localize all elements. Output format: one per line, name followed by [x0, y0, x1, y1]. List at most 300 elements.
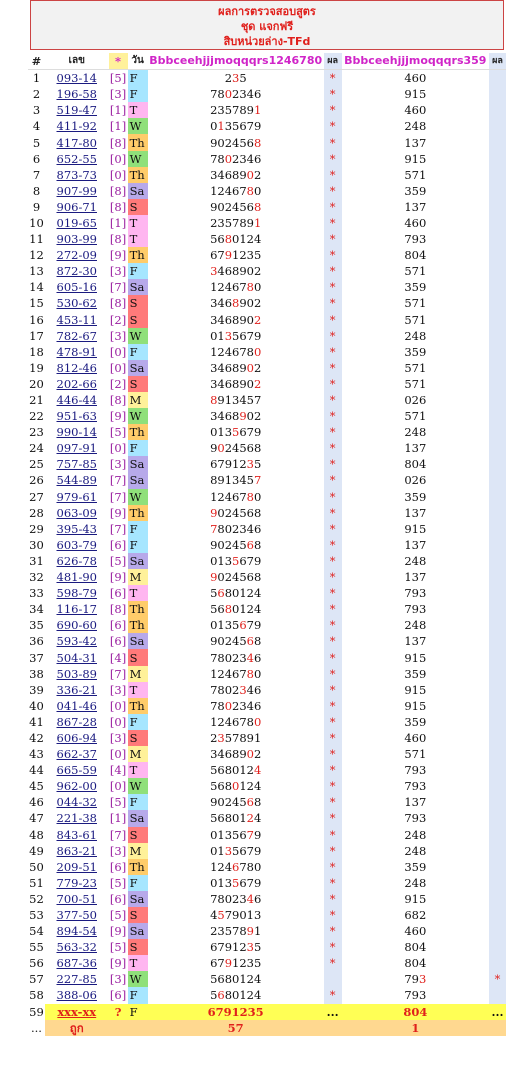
formula1-suffix: 8 — [253, 795, 262, 810]
formula1-prefix: 235789 — [210, 103, 254, 118]
formula1-hit-digit: 4 — [246, 650, 254, 665]
row-index: 5 — [32, 135, 41, 150]
row-number-link[interactable]: 478-91 — [56, 344, 97, 359]
row-day: F — [128, 1004, 148, 1020]
formula1-prefix: 12467 — [210, 183, 247, 198]
table-row — [28, 794, 506, 810]
formula1-prefix: 568 — [210, 779, 233, 794]
row-result2 — [489, 810, 506, 826]
row-result2 — [489, 875, 506, 891]
row-number-link[interactable]: 951-63 — [56, 409, 97, 424]
formula1-hit-digit: 6 — [217, 586, 225, 601]
row-result1: * — [324, 279, 342, 295]
row-result1: * — [324, 633, 342, 649]
row-result2 — [489, 698, 506, 714]
table-header-row — [28, 53, 506, 70]
row-formula2-value: 915 — [404, 698, 427, 713]
row-index: 15 — [29, 296, 44, 311]
table-row — [28, 360, 506, 376]
formula1-suffix: 902 — [239, 296, 262, 311]
row-result1: * — [324, 102, 342, 118]
row-index: 44 — [29, 763, 44, 778]
row-number-link[interactable]: xxx-xx — [45, 1004, 109, 1020]
row-index: 1 — [32, 71, 41, 86]
row-number-link[interactable]: 690-60 — [56, 618, 97, 633]
row-bracket: [7] — [109, 280, 127, 295]
formula1-suffix: 5679 — [232, 843, 262, 858]
row-result2 — [489, 312, 506, 328]
row-day: T — [128, 762, 148, 778]
row-formula1-value — [148, 392, 324, 408]
row-result2 — [489, 987, 506, 1003]
row-number-link[interactable]: 990-14 — [56, 425, 97, 440]
row-bracket: [0] — [109, 360, 127, 375]
table-row — [28, 392, 506, 408]
row-bracket: [1] — [109, 103, 127, 118]
row-result2 — [489, 167, 506, 183]
row-result1: * — [324, 247, 342, 263]
row-number-link[interactable]: 812-46 — [56, 360, 97, 375]
row-number-link[interactable]: 196-58 — [56, 87, 97, 102]
row-number-link[interactable]: 873-73 — [56, 167, 97, 182]
row-index: 12 — [29, 248, 44, 263]
formula1-prefix: 013 — [210, 553, 233, 568]
row-formula2-value: 460 — [404, 71, 427, 86]
row-result2 — [489, 392, 506, 408]
row-number-link[interactable]: 446-44 — [56, 393, 97, 408]
row-formula1-value — [148, 118, 324, 134]
row-day: S — [128, 730, 148, 746]
row-day: W — [128, 328, 148, 344]
row-number-link[interactable]: 453-11 — [56, 312, 97, 327]
header-formula-set: สิบหน่วยล่าง-TFd — [223, 35, 311, 48]
formula1-prefix: 56801 — [210, 811, 247, 826]
row-index: 35 — [29, 618, 44, 633]
row-formula1-value — [148, 585, 324, 601]
row-bracket: [0] — [109, 167, 127, 182]
formula1-prefix: 90245 — [210, 634, 247, 649]
formula1-hit-digit: 3 — [217, 730, 225, 745]
row-bracket: [5] — [109, 940, 127, 955]
row-formula2-value: 804 — [404, 940, 427, 955]
table-row — [28, 456, 506, 472]
row-number-link[interactable]: 395-43 — [56, 521, 97, 536]
row-index: 53 — [29, 908, 44, 923]
row-index: 8 — [32, 183, 41, 198]
formula1-prefix: 5680124 — [210, 972, 262, 987]
row-number-link[interactable]: 116-17 — [56, 602, 97, 617]
table-row — [28, 344, 506, 360]
formula1-suffix: 8 — [253, 634, 262, 649]
table-row — [28, 955, 506, 971]
row-result1: * — [324, 231, 342, 247]
row-index: 2 — [32, 87, 41, 102]
formula1-hit-digit: 5 — [232, 875, 240, 890]
row-result1: * — [324, 794, 342, 810]
row-number-link[interactable]: 598-79 — [56, 586, 97, 601]
row-number-link[interactable]: 503-89 — [56, 666, 97, 681]
formula1-suffix: 8 — [253, 537, 262, 552]
row-index: 26 — [29, 473, 44, 488]
formula1-hit-digit: 7 — [253, 473, 262, 488]
row-formula2-value: 804 — [404, 248, 427, 263]
table-row — [28, 215, 506, 231]
row-formula1-value — [148, 215, 324, 231]
row-number-link[interactable]: 481-90 — [56, 570, 97, 585]
row-number-link[interactable]: 411-92 — [56, 119, 97, 134]
row-day: F — [128, 70, 148, 87]
row-index: 4 — [32, 119, 41, 134]
row-number-link[interactable]: 782-67 — [56, 328, 97, 343]
formula1-suffix: 024568 — [217, 505, 262, 520]
row-number-link[interactable]: 962-00 — [56, 779, 97, 794]
row-number-link[interactable]: 519-47 — [56, 103, 97, 118]
row-formula1-value — [148, 649, 324, 665]
row-number-link[interactable]: 863-21 — [56, 843, 97, 858]
row-formula1-value — [148, 987, 324, 1003]
row-formula1-value — [148, 408, 324, 424]
row-number-link[interactable]: 044-32 — [56, 795, 97, 810]
row-number-link[interactable]: 417-80 — [56, 135, 97, 150]
row-index: 52 — [29, 891, 44, 906]
row-number-link[interactable]: 872-30 — [56, 264, 97, 279]
row-number-link[interactable]: 603-79 — [56, 537, 97, 552]
row-number-link[interactable]: 867-28 — [56, 714, 97, 729]
table-row — [28, 376, 506, 392]
row-formula2-value: 359 — [404, 666, 427, 681]
row-number-link[interactable]: 544-89 — [56, 473, 97, 488]
row-result1: * — [324, 456, 342, 472]
row-result2 — [489, 955, 506, 971]
row-number-link[interactable]: 530-62 — [56, 296, 97, 311]
formula1-prefix: 0 — [210, 119, 218, 134]
row-result2 — [489, 215, 506, 231]
row-bracket: [2] — [109, 376, 127, 391]
row-day: F — [128, 263, 148, 279]
formula1-hit-digit: 4 — [253, 763, 262, 778]
row-bracket: [0] — [109, 344, 127, 359]
formula1-hit-digit: 6 — [217, 988, 225, 1003]
row-formula1-value — [148, 151, 324, 167]
row-day: F — [128, 794, 148, 810]
formula1-hit-digit: 9 — [239, 409, 247, 424]
row-result2 — [489, 762, 506, 778]
row-result1: * — [324, 859, 342, 875]
formula1-hit-digit: 9 — [224, 248, 233, 263]
row-number-link[interactable]: 221-38 — [56, 811, 97, 826]
row-result2 — [489, 553, 506, 569]
row-number-link[interactable]: 209-51 — [56, 859, 97, 874]
formula1-prefix: 67912 — [210, 457, 247, 472]
row-day: M — [128, 666, 148, 682]
row-formula1-value — [148, 521, 324, 537]
row-number-link[interactable]: 388-06 — [56, 988, 97, 1003]
row-number-link[interactable]: 652-55 — [56, 151, 97, 166]
col-bracket-header: * — [109, 53, 128, 70]
formula1-suffix: 5679 — [232, 328, 262, 343]
row-index: 41 — [29, 714, 44, 729]
formula1-suffix: 2346 — [232, 151, 262, 166]
row-number-link[interactable]: 272-09 — [56, 248, 97, 263]
row-result2 — [489, 118, 506, 134]
row-result1: * — [324, 778, 342, 794]
formula1-prefix: 23578 — [210, 924, 247, 939]
table-row — [28, 682, 506, 698]
row-number-link[interactable]: 979-61 — [56, 489, 97, 504]
row-number-link[interactable]: 097-91 — [56, 441, 97, 456]
row-number-link[interactable]: 227-85 — [56, 972, 97, 987]
row-number-link[interactable]: 779-23 — [56, 875, 97, 890]
row-formula2-value: 804 — [342, 1004, 489, 1020]
row-index: 19 — [29, 360, 44, 375]
row-bracket: [8] — [109, 183, 127, 198]
formula1-hit-digit: 3 — [246, 457, 254, 472]
formula1-hit-digit: 3 — [246, 940, 254, 955]
formula1-suffix: 6 — [253, 891, 262, 906]
row-formula2-value: 915 — [404, 682, 427, 697]
formula1-hit-digit: 9 — [246, 924, 254, 939]
row-formula1-value: 6791235 — [148, 1004, 324, 1020]
row-index: 28 — [29, 505, 44, 520]
row-number-link[interactable]: 757-85 — [56, 457, 97, 472]
row-bracket: [9] — [109, 570, 127, 585]
row-bracket: [5] — [109, 71, 127, 86]
row-number-link[interactable]: 894-54 — [56, 924, 97, 939]
row-day: Th — [128, 617, 148, 633]
row-result1: * — [324, 328, 342, 344]
row-result1: * — [324, 537, 342, 553]
row-formula2-value: 793 — [404, 811, 427, 826]
row-formula2-value: 137 — [404, 505, 427, 520]
row-index: 50 — [29, 859, 44, 874]
row-number-link[interactable]: 907-99 — [56, 183, 97, 198]
row-formula1-value — [148, 939, 324, 955]
formula1-suffix: 124 — [239, 779, 262, 794]
row-day: Th — [128, 505, 148, 521]
row-day: Th — [128, 698, 148, 714]
row-result1: * — [324, 521, 342, 537]
formula1-prefix: 5 — [210, 586, 218, 601]
table-row — [28, 537, 506, 553]
row-formula1-value — [148, 859, 324, 875]
row-number-link[interactable]: 662-37 — [56, 747, 97, 762]
row-formula2-value: 137 — [404, 199, 427, 214]
row-result2 — [489, 617, 506, 633]
row-number-link[interactable]: 906-71 — [56, 199, 97, 214]
row-result2 — [489, 923, 506, 939]
row-formula2-value: 460 — [404, 730, 427, 745]
row-result1: * — [324, 392, 342, 408]
formula1-hit-digit: 8 — [210, 393, 218, 408]
row-result1: * — [324, 649, 342, 665]
formula1-prefix: 2 — [224, 71, 233, 86]
row-number-link[interactable]: 700-51 — [56, 891, 97, 906]
formula1-prefix: 124678 — [210, 344, 254, 359]
row-result1: * — [324, 344, 342, 360]
table-row — [28, 939, 506, 955]
row-day: Th — [128, 247, 148, 263]
results-header — [30, 0, 504, 50]
row-formula2-value: 804 — [404, 956, 427, 971]
row-result1: * — [324, 263, 342, 279]
row-number-link[interactable]: 843-61 — [56, 827, 97, 842]
row-result2 — [489, 939, 506, 955]
row-formula1-value — [148, 682, 324, 698]
row-day: F — [128, 86, 148, 102]
row-result1: * — [324, 891, 342, 907]
row-result1: * — [324, 730, 342, 746]
row-result1: * — [324, 955, 342, 971]
row-result1: * — [324, 295, 342, 311]
row-bracket: [8] — [109, 232, 127, 247]
row-formula1-value — [148, 263, 324, 279]
row-result2 — [489, 70, 506, 87]
summary-count1: 57 — [148, 1020, 324, 1036]
row-result2 — [489, 907, 506, 923]
row-number-link[interactable]: 626-78 — [56, 553, 97, 568]
row-index: 9 — [32, 199, 41, 214]
col-index-header: # — [28, 53, 45, 70]
row-number-link[interactable]: 687-36 — [56, 956, 97, 971]
row-result1: * — [324, 360, 342, 376]
row-bracket: [6] — [109, 586, 127, 601]
row-formula1-value — [148, 698, 324, 714]
row-result1: * — [324, 987, 342, 1003]
table-row — [28, 505, 506, 521]
row-day: S — [128, 376, 148, 392]
row-index: 22 — [29, 409, 44, 424]
row-result1: * — [324, 408, 342, 424]
row-number-link[interactable]: 336-21 — [56, 682, 97, 697]
row-day: Sa — [128, 472, 148, 488]
formula1-hit-digit: 6 — [232, 859, 240, 874]
row-result1: * — [324, 472, 342, 488]
row-number-link[interactable]: 665-59 — [56, 763, 97, 778]
formula1-suffix: 35679 — [224, 119, 262, 134]
formula1-suffix: 0 — [253, 183, 262, 198]
row-formula2-value: 359 — [404, 344, 427, 359]
formula1-prefix: 78 — [210, 151, 225, 166]
row-index: 43 — [29, 747, 44, 762]
row-formula1-value — [148, 279, 324, 295]
formula1-prefix: 124678 — [210, 714, 254, 729]
formula1-prefix: 5 — [210, 988, 218, 1003]
row-index: 30 — [29, 537, 44, 552]
formula1-prefix: 12467 — [210, 666, 247, 681]
formula1-prefix: 67 — [210, 956, 225, 971]
table-row — [28, 827, 506, 843]
table-row — [28, 472, 506, 488]
row-day: S — [128, 312, 148, 328]
formula1-hit-digit: 9 — [210, 505, 218, 520]
row-number-link[interactable]: 563-32 — [56, 940, 97, 955]
row-index: 7 — [32, 167, 41, 182]
row-formula2-value: 248 — [404, 119, 427, 134]
formula1-prefix: 12467 — [210, 489, 247, 504]
formula1-prefix: 9 — [210, 441, 218, 456]
row-index: 25 — [29, 457, 44, 472]
table-row — [28, 118, 506, 134]
row-number-link[interactable]: 903-99 — [56, 232, 97, 247]
row-number-link[interactable]: 019-65 — [56, 215, 97, 230]
row-number-link[interactable]: 377-50 — [56, 908, 97, 923]
row-result2 — [489, 183, 506, 199]
row-index: 48 — [29, 827, 44, 842]
row-result1: * — [324, 682, 342, 698]
formula2-hit-digit: 3 — [418, 972, 427, 987]
row-index: 46 — [29, 795, 44, 810]
row-day: S — [128, 827, 148, 843]
row-number-link[interactable]: 504-31 — [56, 650, 97, 665]
formula1-hit-digit: 6 — [246, 537, 254, 552]
formula1-prefix: 67912 — [210, 940, 247, 955]
row-number-link[interactable]: 606-94 — [56, 730, 97, 745]
formula1-suffix: 5 — [253, 457, 262, 472]
formula1-prefix: 78023 — [210, 650, 247, 665]
row-formula1-value — [148, 167, 324, 183]
row-result2 — [489, 263, 506, 279]
row-day: Sa — [128, 183, 148, 199]
col-formula2-header: Bbbceehjjjmoqqqrs359 — [342, 53, 489, 70]
row-result1: * — [324, 843, 342, 859]
row-formula1-value — [148, 312, 324, 328]
formula1-prefix: 2 — [210, 730, 218, 745]
row-index: 16 — [29, 312, 44, 327]
row-formula2-value: 248 — [404, 618, 427, 633]
row-number-link[interactable]: 041-46 — [56, 698, 97, 713]
row-day: Th — [128, 424, 148, 440]
row-formula1-value — [148, 440, 324, 456]
formula1-suffix: 679 — [239, 425, 262, 440]
formula1-hit-digit: 0 — [224, 151, 233, 166]
table-row — [28, 312, 506, 328]
row-number-link[interactable]: 593-42 — [56, 634, 97, 649]
row-formula2-value: 571 — [404, 376, 427, 391]
row-formula1-value — [148, 843, 324, 859]
row-bracket: [9] — [109, 924, 127, 939]
row-index: 40 — [29, 698, 44, 713]
row-index: 47 — [29, 811, 44, 826]
row-number-link[interactable]: 202-66 — [56, 376, 97, 391]
formula1-suffix: 02 — [246, 409, 262, 424]
row-result2: ... — [489, 1004, 506, 1020]
table-row — [28, 440, 506, 456]
row-formula1-value — [148, 505, 324, 521]
row-bracket: [9] — [109, 248, 127, 263]
row-formula2-value: 682 — [404, 908, 427, 923]
row-formula2-value: 571 — [404, 167, 427, 182]
formula1-prefix: 78 — [210, 87, 225, 102]
row-result1: * — [324, 424, 342, 440]
formula1-prefix: 01 — [210, 328, 225, 343]
row-number-link[interactable]: 063-09 — [56, 505, 97, 520]
formula1-prefix: 67 — [210, 248, 225, 263]
row-index: 36 — [29, 634, 44, 649]
row-formula1-value — [148, 344, 324, 360]
row-number-link[interactable]: 605-16 — [56, 280, 97, 295]
row-number-link[interactable]: 093-14 — [56, 71, 97, 86]
formula1-suffix: 780 — [239, 859, 262, 874]
row-bracket: [0] — [109, 151, 127, 166]
row-result2 — [489, 86, 506, 102]
row-result1: * — [324, 714, 342, 730]
header-subtitle: ชุด แจกฟรี — [240, 20, 294, 33]
summary-ellipsis[interactable]: ... — [28, 1020, 45, 1036]
row-index: 14 — [29, 280, 44, 295]
row-result2 — [489, 376, 506, 392]
row-bracket: [0] — [109, 747, 127, 762]
formula1-suffix: 0 — [253, 280, 262, 295]
